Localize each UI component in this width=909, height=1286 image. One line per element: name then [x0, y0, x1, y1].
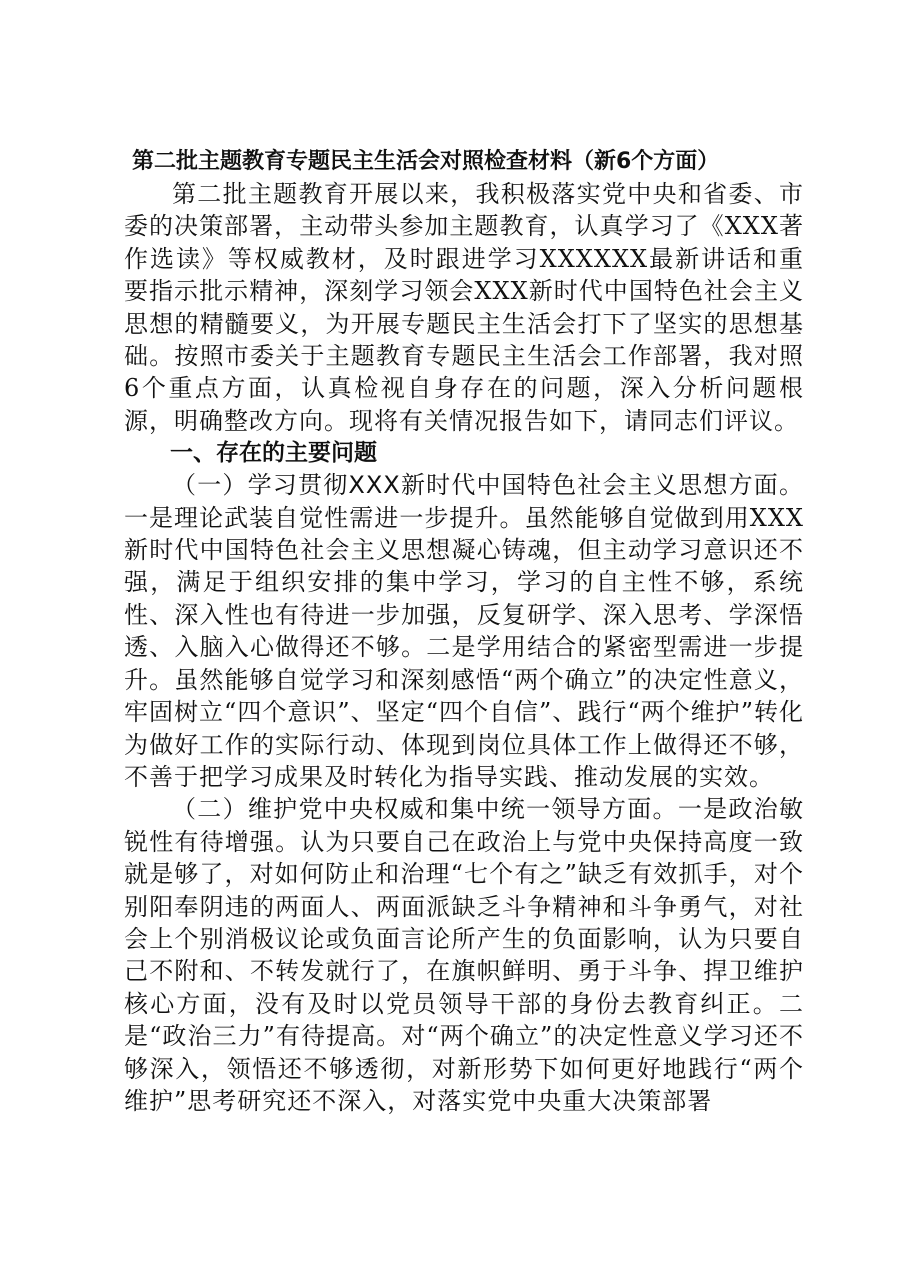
subsection-2-body: 一是政治敏锐性有待增强。认为只要自己在政治上与党中央保持高度一致就是够了，对如何防止和治理“七个有之”缺乏有效抓手，对个别阳奉阴违的两面人、两面派缺乏斗争精神和斗争勇气，对社会上个别消极议论或负面言论所产生的负面影响，认为只要自己不附和、不转发就行了，在旗帜鲜明、勇于斗争、捍卫维护核心方面，没有及时以党员领导干部的身份去教育纠正。二是“政治三力”有待提高。对“两个确立”的决定性意义学习还不够深入，领悟还不够透彻，对新形势下如何更好地践行“两个维护”思考研究还不深入，对落实党中央重大决策部署	[124, 795, 805, 1115]
intro-paragraph: 第二批主题教育开展以来，我积极落实党中央和省委、市委的决策部署，主动带头参加主题教育，认真学习了《XXX著作选读》等权威教材，及时跟进学习XXXXXX最新讲话和重要指示批示精神，深刻学习领会XXX新时代中国特色社会主义思想的精髓要义，为开展专题民主生活会打下了坚实的思想基础。按照市委关于主题教育专题民主生活会工作部署，我对照6个重点方面，认真检视自身存在的问题，深入分析问题根源，明确整改方向。现将有关情况报告如下，请同志们评议。	[124, 180, 804, 435]
subsection-2-paragraph	[124, 793, 804, 1117]
subsection-1-heading: （一）学习贯彻XXX新时代中国特色社会主义思想方面。	[172, 471, 804, 500]
document-title: 第二批主题教育专题民主生活会对照检查材料（新6个方面）	[132, 149, 720, 174]
subsection-1-body: 一是理论武装自觉性需进一步提升。虽然能够自觉做到用XXX新时代中国特色社会主义思想凝心铸魂，但主动学习意识还不强，满足于组织安排的集中学习，学习的自主性不够，系统性、深入性也有待进一步加强，反复研学、深入思考、学深悟透、入脑入心做得还不够。二是学用结合的紧密型需进一步提升。虽然能够自觉学习和深刻感悟“两个确立”的决定性意义，牢固树立“四个意识”、坚定“四个自信”、践行“两个维护”转化为做好工作的实际行动、体现到岗位具体工作上做得还不够，不善于把学习成果及时转化为指导实践、推动发展的实效。	[124, 503, 804, 791]
subsection-2-heading: （二）维护党中央权威和集中统一领导方面。	[172, 795, 678, 824]
section-heading-problems: 一、存在的主要问题	[170, 440, 377, 467]
subsection-1-paragraph	[124, 469, 804, 793]
document-page	[124, 146, 804, 1117]
